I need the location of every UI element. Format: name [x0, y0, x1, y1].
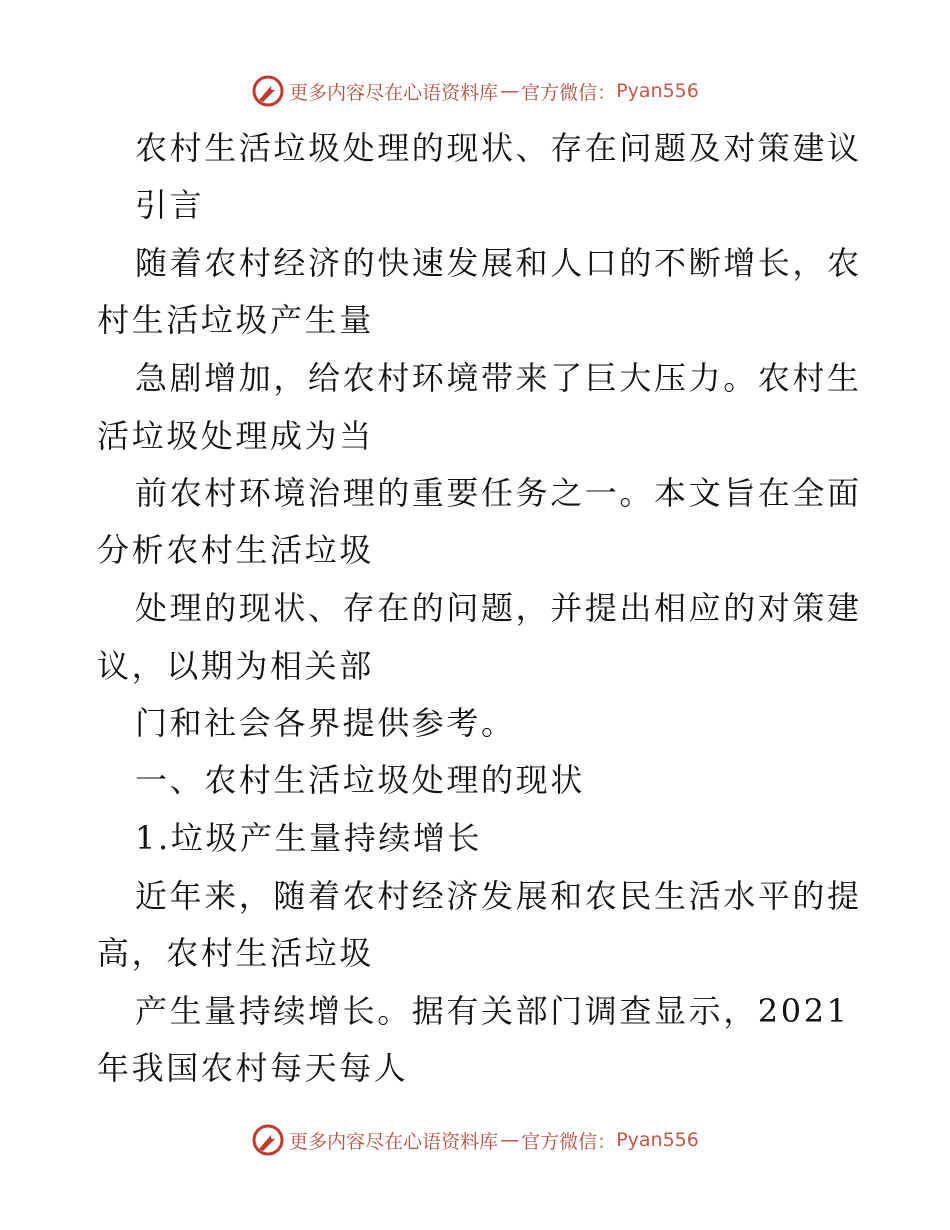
paragraph-line: 处理的现状、存在的问题，并提出相应的对策建	[135, 589, 862, 627]
header-banner-separator: —	[500, 80, 520, 102]
paragraph-line: 年我国农村每天每人	[97, 1049, 409, 1087]
paragraph-line: 前农村环境治理的重要任务之一。本文旨在全面	[135, 474, 862, 512]
paragraph-line: 活垃圾处理成为当	[97, 417, 374, 455]
paragraph-line: 近年来，随着农村经济发展和农民生活水平的提	[135, 877, 862, 915]
footer-banner-contact: 官方微信：	[521, 1130, 617, 1153]
header-banner	[0, 71, 950, 111]
paragraph-line: 急剧增加，给农村环境带来了巨大压力。农村生	[135, 359, 862, 397]
footer-banner-text: 更多内容尽在心语资料库	[289, 1130, 499, 1153]
pen-nib-logo-icon	[251, 74, 285, 108]
header-banner-contact: 官方微信：	[521, 81, 617, 104]
header-banner-handle: Pyan556	[616, 80, 699, 102]
paragraph-line: 门和社会各界提供参考。	[135, 704, 516, 742]
paragraph-line: 村生活垃圾产生量	[97, 301, 374, 339]
paragraph-line: 随着农村经济的快速发展和人口的不断增长，农	[135, 244, 862, 282]
footer-banner-handle: Pyan556	[616, 1129, 699, 1151]
section-heading-intro: 引言	[135, 186, 205, 224]
paragraph-line: 分析农村生活垃圾	[97, 531, 374, 569]
paragraph-line: 产生量持续增长。据有关部门调查显示，2021	[135, 992, 850, 1030]
footer-banner	[0, 1120, 950, 1160]
document-title: 农村生活垃圾处理的现状、存在问题及对策建议	[135, 129, 862, 167]
section-heading-status: 一、农村生活垃圾处理的现状	[135, 761, 585, 799]
subsection-heading: 1.垃圾产生量持续增长	[135, 819, 483, 857]
header-banner-text: 更多内容尽在心语资料库	[289, 81, 499, 104]
pen-nib-logo-icon	[251, 1123, 285, 1157]
footer-banner-separator: —	[500, 1129, 520, 1151]
paragraph-line: 高，农村生活垃圾	[97, 934, 374, 972]
paragraph-line: 议，以期为相关部	[97, 647, 374, 685]
